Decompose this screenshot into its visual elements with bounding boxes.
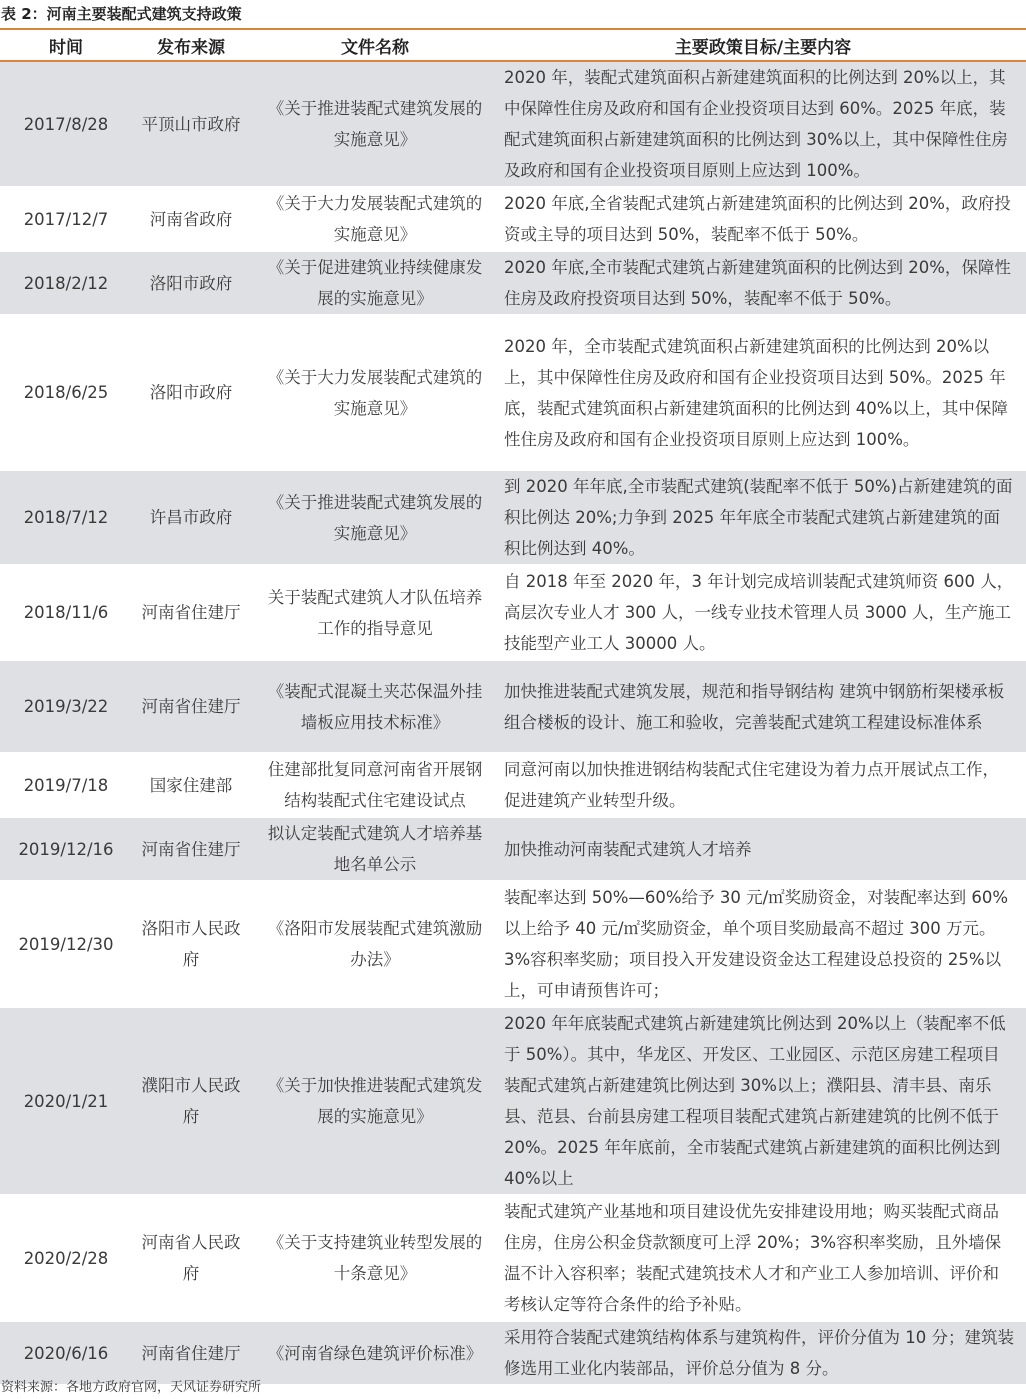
row-date: 2017/12/7 [0,187,132,251]
row-document: 《关于加快推进装配式建筑发展的实施意见》 [250,1007,500,1195]
row-date: 2019/7/18 [0,753,132,817]
row-source: 河南省住建厅 [132,565,250,660]
row-source: 洛阳市政府 [132,251,250,315]
table-body [0,61,1026,1385]
row-source: 河南省人民政府 [132,1195,250,1321]
row-content: 自 2018 年至 2020 年，3 年计划完成培训装配式建筑师资 600 人，高层次专业人才 300 人，一线专业技术管理人员 3000 人，生产施工技能型产业工人 30000 人。 [500,565,1026,660]
table-row [0,660,1026,753]
row-document: 住建部批复同意河南省开展钢结构装配式住宅建设试点 [250,753,500,817]
row-content: 2020 年，全市装配式建筑面积占新建建筑面积的比例达到 20%以上，其中保障性住房及政府和国有企业投资项目达到 50%。2025 年底，装配式建筑面积占新建建筑面积的比例达到 40%以上，其中保障性住房及政府和国有企业投资项目原则上应达到 100%。 [500,315,1026,470]
row-source: 河南省住建厅 [132,1321,250,1385]
row-source: 河南省政府 [132,187,250,251]
row-source: 河南省住建厅 [132,660,250,753]
table-row [0,1007,1026,1195]
header-source: 发布来源 [132,29,250,61]
row-source: 濮阳市人民政府 [132,1007,250,1195]
table-row [0,61,1026,187]
table-row [0,817,1026,881]
row-date: 2019/3/22 [0,660,132,753]
row-date: 2018/2/12 [0,251,132,315]
policy-table [0,28,1026,1386]
table-row [0,753,1026,817]
row-date: 2019/12/16 [0,817,132,881]
table-caption: 表 2：河南主要装配式建筑支持政策 [1,5,242,23]
row-document: 《关于推进装配式建筑发展的实施意见》 [250,61,500,187]
row-content: 装配率达到 50%—60%给予 30 元/㎡奖励资金，对装配率达到 60%以上给予 40 元/㎡奖励资金，单个项目奖励最高不超过 300 万元。3%容积率奖励；项目投入开发建设资金达工程建设总投资的 25%以上，可申请预售许可； [500,881,1026,1007]
row-content: 到 2020 年年底,全市装配式建筑(装配率不低于 50%)占新建建筑的面积比例达 20%;力争到 2025 年年底全市装配式建筑占新建建筑的面积比例达到 40%。 [500,470,1026,565]
row-document: 拟认定装配式建筑人才培养基地名单公示 [250,817,500,881]
row-content: 装配式建筑产业基地和项目建设优先安排建设用地；购买装配式商品住房，住房公积金贷款额度可上浮 20%；3%容积率奖励，且外墙保温不计入容积率；装配式建筑技术人才和产业工人参加培训、评价和考核认定等符合条件的给予补贴。 [500,1195,1026,1321]
row-document: 《关于大力发展装配式建筑的实施意见》 [250,315,500,470]
row-document: 《关于支持建筑业转型发展的十条意见》 [250,1195,500,1321]
row-content: 2020 年底,全市装配式建筑占新建建筑面积的比例达到 20%，保障性住房及政府投资项目达到 50%，装配率不低于 50%。 [500,251,1026,315]
row-document: 《关于促进建筑业持续健康发展的实施意见》 [250,251,500,315]
row-document: 《洛阳市发展装配式建筑激励办法》 [250,881,500,1007]
header-document: 文件名称 [250,29,500,61]
row-content: 同意河南以加快推进钢结构装配式住宅建设为着力点开展试点工作，促进建筑产业转型升级。 [500,753,1026,817]
row-content: 加快推进装配式建筑发展，规范和指导钢结构 建筑中钢筋桁架楼承板组合楼板的设计、施工和验收，完善装配式建筑工程建设标准体系 [500,660,1026,753]
table-row [0,251,1026,315]
row-date: 2018/11/6 [0,565,132,660]
row-content: 2020 年底,全省装配式建筑占新建建筑面积的比例达到 20%，政府投资或主导的项目达到 50%，装配率不低于 50%。 [500,187,1026,251]
row-document: 《关于推进装配式建筑发展的实施意见》 [250,470,500,565]
row-content: 2020 年年底装配式建筑占新建建筑比例达到 20%以上（装配率不低于 50%）。其中，华龙区、开发区、工业园区、示范区房建工程项目装配式建筑占新建建筑比例达到 30%以上；濮阳县、清丰县、南乐县、范县、台前县房建工程项目装配式建筑占新建建筑的比例不低于 20%。2025 年年底前，全市装配式建筑占新建建筑的面积比例达到 40%以上 [500,1007,1026,1195]
row-date: 2019/12/30 [0,881,132,1007]
row-date: 2020/6/16 [0,1321,132,1385]
table-row [0,470,1026,565]
row-source: 许昌市政府 [132,470,250,565]
header-content: 主要政策目标/主要内容 [500,29,1026,61]
table-row [0,315,1026,470]
table-row [0,187,1026,251]
table-row [0,1195,1026,1321]
row-document: 关于装配式建筑人才队伍培养工作的指导意见 [250,565,500,660]
row-date: 2020/2/28 [0,1195,132,1321]
policy-table-container [0,28,1026,1386]
source-note: 资料来源：各地方政府官网，天风证券研究所 [1,1380,262,1395]
row-source: 河南省住建厅 [132,817,250,881]
row-content: 2020 年，装配式建筑面积占新建建筑面积的比例达到 20%以上，其中保障性住房及政府和国有企业投资项目达到 60%。2025 年底，装配式建筑面积占新建建筑面积的比例达到 30%以上，其中保障性住房及政府和国有企业投资项目原则上应达到 100%。 [500,61,1026,187]
row-content: 采用符合装配式建筑结构体系与建筑构件，评价分值为 10 分；建筑装修选用工业化内装部品，评价总分值为 8 分。 [500,1321,1026,1385]
row-source: 洛阳市人民政府 [132,881,250,1007]
header-row [0,29,1026,61]
row-document: 《河南省绿色建筑评价标准》 [250,1321,500,1385]
table-header [0,29,1026,61]
table-row [0,565,1026,660]
row-source: 平顶山市政府 [132,61,250,187]
row-source: 洛阳市政府 [132,315,250,470]
row-date: 2017/8/28 [0,61,132,187]
row-date: 2020/1/21 [0,1007,132,1195]
row-content: 加快推动河南装配式建筑人才培养 [500,817,1026,881]
header-date: 时间 [0,29,132,61]
row-document: 《关于大力发展装配式建筑的实施意见》 [250,187,500,251]
row-date: 2018/6/25 [0,315,132,470]
row-document: 《装配式混凝土夹芯保温外挂墙板应用技术标准》 [250,660,500,753]
row-date: 2018/7/12 [0,470,132,565]
row-source: 国家住建部 [132,753,250,817]
table-row [0,1321,1026,1385]
table-row [0,881,1026,1007]
